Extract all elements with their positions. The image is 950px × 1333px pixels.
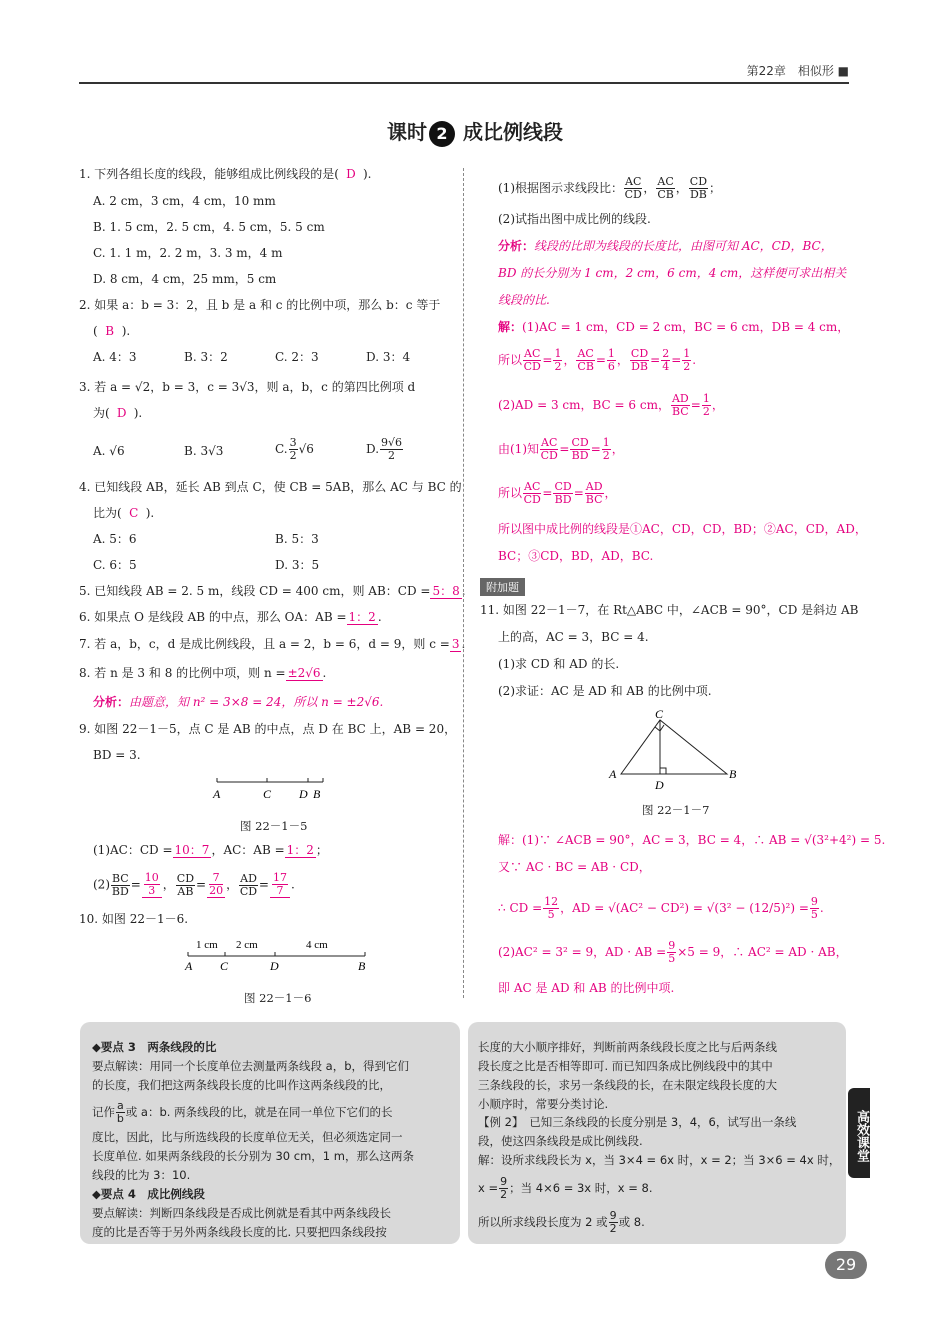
q1-option-c: C. 1. 1 m，2. 2 m，3. 3 m，4 m bbox=[93, 246, 283, 260]
svg-text:C: C bbox=[655, 707, 664, 721]
box-right-line-3: 三条线段的长，求另一条线段的长，在未限定线段长度的大 bbox=[478, 1078, 777, 1092]
q4-option-b: B. 5：3 bbox=[275, 532, 319, 546]
q10-solution-1: 解：(1)AC = 1 cm，CD = 2 cm，BC = 6 cm，DB = 4 cm， bbox=[498, 320, 850, 334]
q10-analysis-1: 分析：线段的比即为线段的长度比，由图可知 AC，CD，BC， bbox=[498, 239, 833, 253]
question-3-answer: 为( D ). bbox=[93, 406, 143, 420]
svg-text:A: A bbox=[609, 767, 617, 781]
q11-solution-3: ∴ CD = $\frac{12}{5}$ ，AD = √(AC² − CD²) = √(3² − (12/5)²) = $\frac{9}{5}$ . bbox=[498, 895, 824, 921]
question-9-cont: BD = 3. bbox=[93, 748, 141, 762]
example-2-solution-1: 解：设所求线段长为 x，当 3×4 = 6x 时，x = 2；当 3×6 = 4x 时， bbox=[478, 1153, 841, 1167]
question-10: 10. 如图 22－1－6. bbox=[79, 912, 189, 926]
q11-solution-2: 又∵ AC · BC = AB · CD， bbox=[498, 860, 651, 874]
box-right-line-2: 段长度之比是否相等即可. 而已知四条成比例线段中的其中 bbox=[478, 1059, 773, 1073]
key-point-3-line-5: 长度单位. 如果两条线段的长分别为 30 cm，1 m，那么这两条 bbox=[92, 1149, 414, 1163]
question-1: 1. 下列各组长度的线段，能够组成比例线段的是( D ). bbox=[79, 167, 372, 181]
q4-option-c: C. 6：5 bbox=[93, 558, 137, 572]
question-9: 9. 如图 22－1－5，点 C 是 AB 的中点，点 D 在 BC 上，AB = 20， bbox=[79, 722, 457, 736]
svg-text:B: B bbox=[358, 959, 366, 973]
question-5: 5. 已知线段 AB = 2. 5 m，线段 CD = 400 cm，则 AB：CD = 5：8 . bbox=[79, 584, 466, 598]
example-2-line-1: 【例 2】 已知三条线段的长度分别是 3，4，6，试写出一条线 bbox=[478, 1115, 797, 1129]
q11-solution-1: 解：(1)∵ ∠ACB = 90°，AC = 3，BC = 4，∴ AB = √(3²+4²) = 5. bbox=[498, 833, 886, 847]
title-text: 成比例线段 bbox=[463, 120, 563, 144]
key-point-3-line-6: 线段的比为 3：10. bbox=[92, 1168, 191, 1182]
figure-22-1-7 bbox=[605, 706, 745, 792]
question-4-answer: 比为( C ). bbox=[93, 506, 155, 520]
example-2-line-2: 段，使这四条线段是成比例线段. bbox=[478, 1134, 643, 1148]
box-right-line-1: 长度的大小顺序排好，判断前两条线段长度之比与后两条线 bbox=[478, 1040, 777, 1054]
question-11: 11. 如图 22－1－7，在 Rt△ABC 中，∠ACB = 90°，CD 是斜边 AB bbox=[480, 603, 859, 617]
key-point-4-line-2: 度的比是否等于另外两条线段长度的比. 只要把四条线段按 bbox=[92, 1225, 387, 1239]
svg-text:D: D bbox=[299, 787, 308, 801]
q11-solution-5: 即 AC 是 AD 和 AB 的比例中项. bbox=[498, 981, 675, 995]
q2-option-a: A. 4：3 bbox=[93, 350, 137, 364]
question-6: 6. 如果点 O 是线段 AB 的中点，那么 OA：AB = 1：2 . bbox=[79, 610, 382, 624]
q1-option-a: A. 2 cm，3 cm，4 cm，10 mm bbox=[93, 194, 276, 208]
q10-solution-6: 所以图中成比例的线段是①AC，CD，CD，BD；②AC，CD，AD， bbox=[498, 522, 867, 536]
question-7: 7. 若 a，b，c，d 是成比例线段，且 a = 2，b = 6，d = 9，则 c = 3 . bbox=[79, 637, 466, 651]
lesson-number-badge: 2 bbox=[429, 121, 455, 147]
svg-text:1 cm: 1 cm bbox=[196, 939, 218, 951]
q3-option-a: A. √6 bbox=[93, 444, 125, 458]
question-2-answer: ( B ). bbox=[93, 324, 131, 338]
question-2: 2. 如果 a：b = 3：2，且 b 是 a 和 c 的比例中项，那么 b：c 等于 bbox=[79, 298, 441, 312]
q2-option-d: D. 3：4 bbox=[366, 350, 411, 364]
key-point-4-line-1: 要点解读：判断四条线段是否成比例就是看其中两条线段长 bbox=[92, 1206, 391, 1220]
q10-solution-7: BC；③CD，BD，AD，BC. bbox=[498, 549, 654, 563]
svg-text:4 cm: 4 cm bbox=[306, 939, 328, 951]
question-4: 4. 已知线段 AB，延长 AB 到点 C，使 CB = 5AB，那么 AC 与 BC 的 bbox=[79, 480, 462, 494]
q4-option-d: D. 3：5 bbox=[275, 558, 320, 572]
figure-22-1-5-caption: 图 22－1－5 bbox=[240, 819, 308, 833]
key-point-3-line-4: 度比，因此，比与所选线段的长度单位无关，但必须选定同一 bbox=[92, 1130, 403, 1144]
q1-option-b: B. 1. 5 cm，2. 5 cm，4. 5 cm，5. 5 cm bbox=[93, 220, 325, 234]
box-right-line-4: 小顺序时，常要分类讨论. bbox=[478, 1097, 609, 1111]
q11-solution-4: (2)AC² = 3² = 9，AD · AB = $\frac{9}{5}$ ×5 = 9，∴ AC² = AD · AB， bbox=[498, 939, 848, 965]
question-8-analysis: 分析：由题意，知 n² = 3×8 = 24，所以 n = ±2√6. bbox=[93, 695, 384, 709]
side-tab: 高效课堂 bbox=[848, 1088, 870, 1178]
q10-solution-4: 由(1)知 $\frac{AC}{CD}$ = $\frac{CD}{BD}$ = $\frac{1}{2}$ ， bbox=[498, 436, 624, 462]
question-3: 3. 若 a = √2，b = 3，c = 3√3，则 a，b，c 的第四比例项 d bbox=[79, 380, 416, 394]
q2-option-c: C. 2：3 bbox=[275, 350, 319, 364]
svg-text:A: A bbox=[213, 787, 221, 801]
q10-part-2: (2)试指出图中成比例的线段. bbox=[498, 212, 651, 226]
q2-option-b: B. 3：2 bbox=[184, 350, 228, 364]
q10-solution-2: 所以 $\frac{AC}{CD}$ = $\frac{1}{2}$ ， $\frac{AC}{CB}$ = $\frac{1}{6}$ ， $\frac{CD}{DB}$ = $\frac{2}{4}$ = $\frac{1}{2}$ . bbox=[498, 347, 697, 373]
question-11-cont: 上的高，AC = 3，BC = 4. bbox=[498, 630, 649, 644]
question-9-part-1: (1)AC：CD = 10：7 ，AC：AB = 1：2 ； bbox=[93, 843, 328, 857]
question-9-part-2: (2) $\frac{BC}{BD}$ = $\frac{10}{3}$ ， $\frac{CD}{AB}$ = $\frac{7}{20}$ ， $\frac{AD}{CD}$ = $\frac{17}{7}$ . bbox=[93, 871, 295, 898]
svg-text:B: B bbox=[729, 767, 737, 781]
key-point-3-line-3: 记作 $\frac{a}{b}$ 或 a：b. 两条线段的比，就是在同一单位下它们的长 bbox=[92, 1099, 393, 1125]
q10-solution-5: 所以 $\frac{AC}{CD}$ = $\frac{CD}{BD}$ = $\frac{AD}{BC}$ ， bbox=[498, 480, 617, 506]
key-point-3-line-1: 要点解读：用同一个长度单位去测量两条线段 a，b，得到它们 bbox=[92, 1059, 409, 1073]
q3-option-d: D. $\frac{9√6}{2}$ bbox=[366, 436, 403, 462]
chapter-label: 第22章 相似形 ■ bbox=[746, 64, 849, 78]
key-point-4-heading: ◆要点 4 成比例线段 bbox=[92, 1187, 205, 1201]
q10-analysis-2: BD 的长分别为 1 cm，2 cm，6 cm，4 cm，这样便可求出相关 bbox=[498, 266, 847, 280]
column-divider bbox=[463, 168, 464, 998]
svg-text:2 cm: 2 cm bbox=[236, 939, 258, 951]
svg-text:C: C bbox=[263, 787, 272, 801]
figure-22-1-7-caption: 图 22－1－7 bbox=[642, 803, 710, 817]
figure-22-1-6 bbox=[180, 934, 370, 976]
figure-22-1-5 bbox=[205, 772, 335, 804]
key-point-3-heading: ◆要点 3 两条线段的比 bbox=[92, 1040, 217, 1054]
svg-text:B: B bbox=[313, 787, 321, 801]
page-header bbox=[79, 62, 849, 84]
q3-option-c: C. $\frac{3}{2}$ √6 bbox=[275, 436, 314, 462]
question-11-part-1: (1)求 CD 和 AD 的长. bbox=[498, 657, 620, 671]
q4-option-a: A. 5：6 bbox=[93, 532, 137, 546]
figure-22-1-6-caption: 图 22－1－6 bbox=[244, 991, 312, 1005]
bonus-label: 附加题 bbox=[480, 578, 525, 596]
svg-text:D: D bbox=[655, 778, 664, 792]
example-2-solution-3: 所以所求线段长度为 2 或 $\frac{9}{2}$ 或 8. bbox=[478, 1209, 645, 1235]
q10-part-1: (1)根据图示求线段比： $\frac{AC}{CD}$ ， $\frac{AC}{CB}$ ， $\frac{CD}{DB}$ ； bbox=[498, 175, 722, 201]
example-2-solution-2: x = $\frac{9}{2}$ ；当 4×6 = 3x 时，x = 8. bbox=[478, 1175, 653, 1201]
page-number: 29 bbox=[825, 1251, 867, 1279]
question-11-part-2: (2)求证：AC 是 AD 和 AB 的比例中项. bbox=[498, 684, 712, 698]
q10-solution-3: (2)AD = 3 cm，BC = 6 cm， $\frac{AD}{BC}$ = $\frac{1}{2}$ ， bbox=[498, 392, 724, 418]
lesson-title bbox=[0, 116, 950, 147]
title-prefix: 课时 bbox=[387, 120, 427, 144]
q3-option-b: B. 3√3 bbox=[184, 444, 224, 458]
q1-option-d: D. 8 cm，4 cm，25 mm，5 cm bbox=[93, 272, 277, 286]
key-point-3-line-2: 的长度，我们把这两条线段长度的比叫作这两条线段的比， bbox=[92, 1078, 391, 1092]
svg-text:D: D bbox=[270, 959, 279, 973]
svg-text:C: C bbox=[220, 959, 229, 973]
question-8: 8. 若 n 是 3 和 8 的比例中项，则 n = ±2√6 . bbox=[79, 666, 327, 680]
q10-analysis-3: 线段的比. bbox=[498, 293, 550, 307]
svg-text:A: A bbox=[185, 959, 193, 973]
